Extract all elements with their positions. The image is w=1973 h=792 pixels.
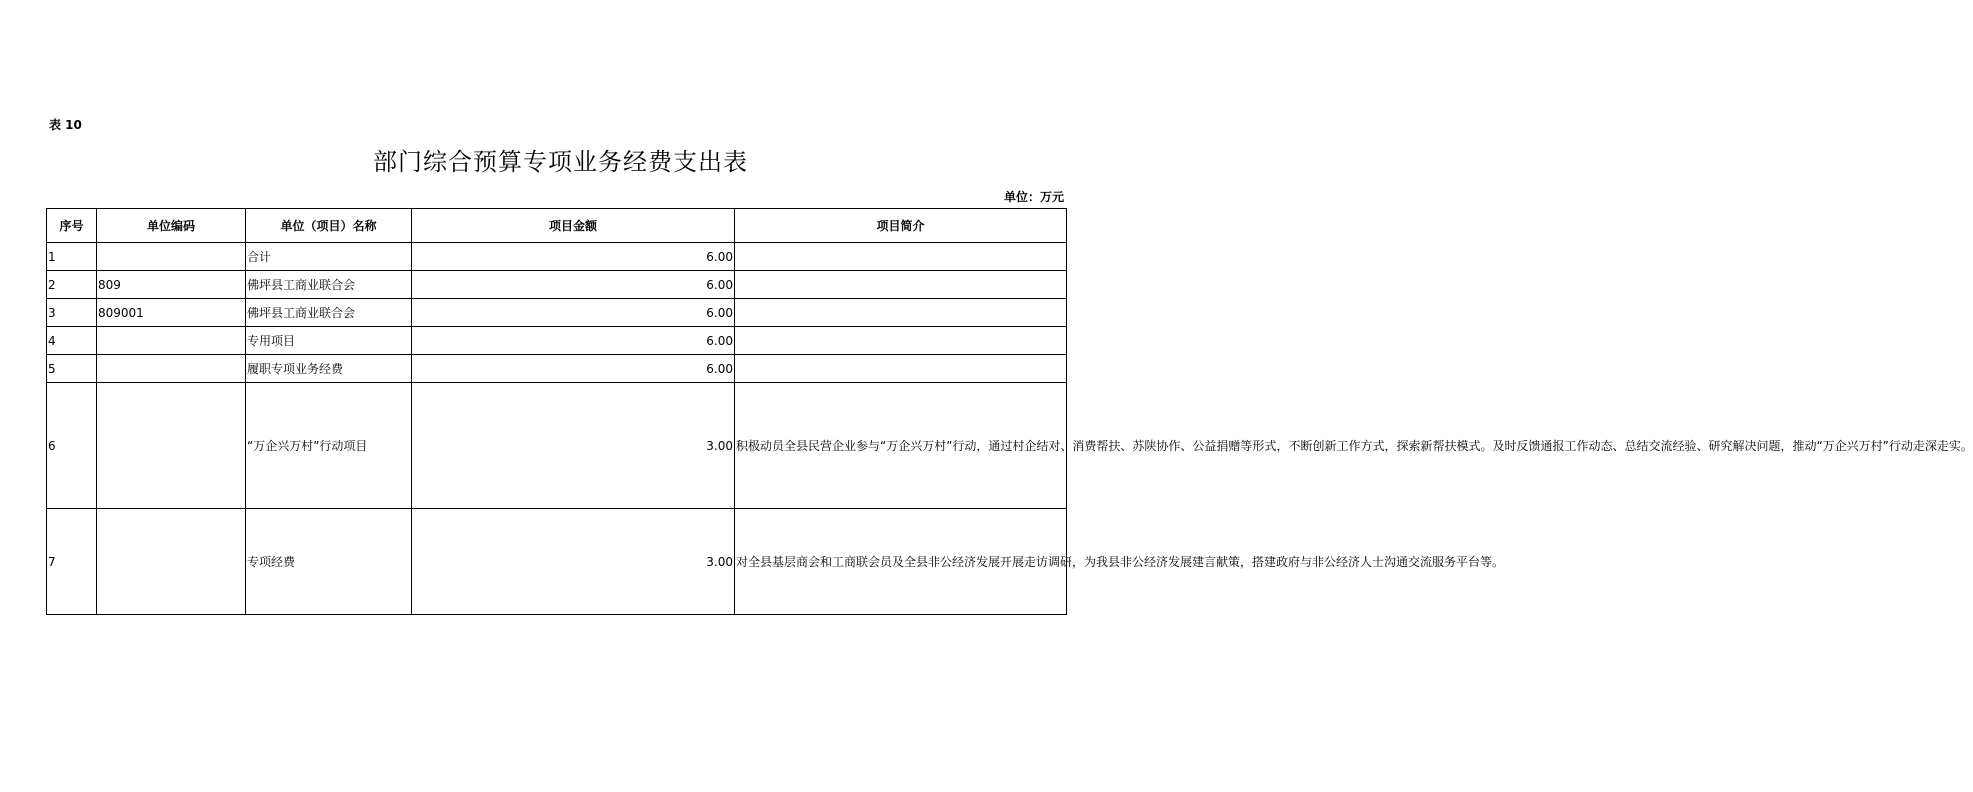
cell-seq: 3 bbox=[47, 299, 97, 327]
table-row bbox=[47, 299, 1067, 327]
cell-code bbox=[97, 383, 246, 509]
unit-label: 单位：万元 bbox=[1003, 190, 1064, 204]
cell-desc bbox=[735, 327, 1067, 355]
column-header-desc: 项目简介 bbox=[735, 209, 1067, 243]
cell-code bbox=[97, 327, 246, 355]
cell-name: 佛坪县工商业联合会 bbox=[246, 299, 412, 327]
cell-amount: 3.00 bbox=[412, 509, 735, 615]
table-row bbox=[47, 355, 1067, 383]
table-row bbox=[47, 509, 1067, 615]
cell-desc bbox=[735, 355, 1067, 383]
column-header-code: 单位编码 bbox=[97, 209, 246, 243]
cell-amount: 6.00 bbox=[412, 327, 735, 355]
cell-seq: 6 bbox=[47, 383, 97, 509]
cell-name: 专项经费 bbox=[246, 509, 412, 615]
cell-amount: 6.00 bbox=[412, 271, 735, 299]
column-header-name: 单位（项目）名称 bbox=[246, 209, 412, 243]
table-row bbox=[47, 243, 1067, 271]
cell-seq: 2 bbox=[47, 271, 97, 299]
cell-seq: 4 bbox=[47, 327, 97, 355]
cell-desc: 对全县基层商会和工商联会员及全县非公经济发展开展走访调研，为我县非公经济发展建言献策，搭建政府与非公经济人士沟通交流服务平台等。 bbox=[735, 509, 1067, 615]
budget-table bbox=[46, 208, 1973, 615]
cell-code bbox=[97, 243, 246, 271]
cell-code: 809 bbox=[97, 271, 246, 299]
cell-code bbox=[97, 355, 246, 383]
cell-amount: 6.00 bbox=[412, 355, 735, 383]
column-header-seq: 序号 bbox=[47, 209, 97, 243]
cell-seq: 5 bbox=[47, 355, 97, 383]
cell-seq: 7 bbox=[47, 509, 97, 615]
page-title: 部门综合预算专项业务经费支出表 bbox=[373, 148, 748, 176]
cell-name: “万企兴万村”行动项目 bbox=[246, 383, 412, 509]
cell-name: 履职专项业务经费 bbox=[246, 355, 412, 383]
table-header-row bbox=[47, 209, 1067, 243]
table-row bbox=[47, 383, 1067, 509]
cell-code bbox=[97, 509, 246, 615]
cell-amount: 3.00 bbox=[412, 383, 735, 509]
cell-name: 合计 bbox=[246, 243, 412, 271]
cell-amount: 6.00 bbox=[412, 299, 735, 327]
cell-name: 佛坪县工商业联合会 bbox=[246, 271, 412, 299]
table-row bbox=[47, 327, 1067, 355]
cell-desc bbox=[735, 299, 1067, 327]
table-row bbox=[47, 271, 1067, 299]
cell-seq: 1 bbox=[47, 243, 97, 271]
cell-amount: 6.00 bbox=[412, 243, 735, 271]
cell-desc: 积极动员全县民营企业参与“万企兴万村”行动，通过村企结对、消费帮扶、苏陕协作、公益捐赠等形式，不断创新工作方式，探索新帮扶模式。及时反馈通报工作动态、总结交流经验、研究解决问题，推动“万企兴万村”行动走深走实。 bbox=[735, 383, 1067, 509]
column-header-amount: 项目金额 bbox=[412, 209, 735, 243]
table-number: 表 10 bbox=[49, 118, 82, 132]
cell-desc bbox=[735, 271, 1067, 299]
cell-name: 专用项目 bbox=[246, 327, 412, 355]
cell-code: 809001 bbox=[97, 299, 246, 327]
cell-desc bbox=[735, 243, 1067, 271]
